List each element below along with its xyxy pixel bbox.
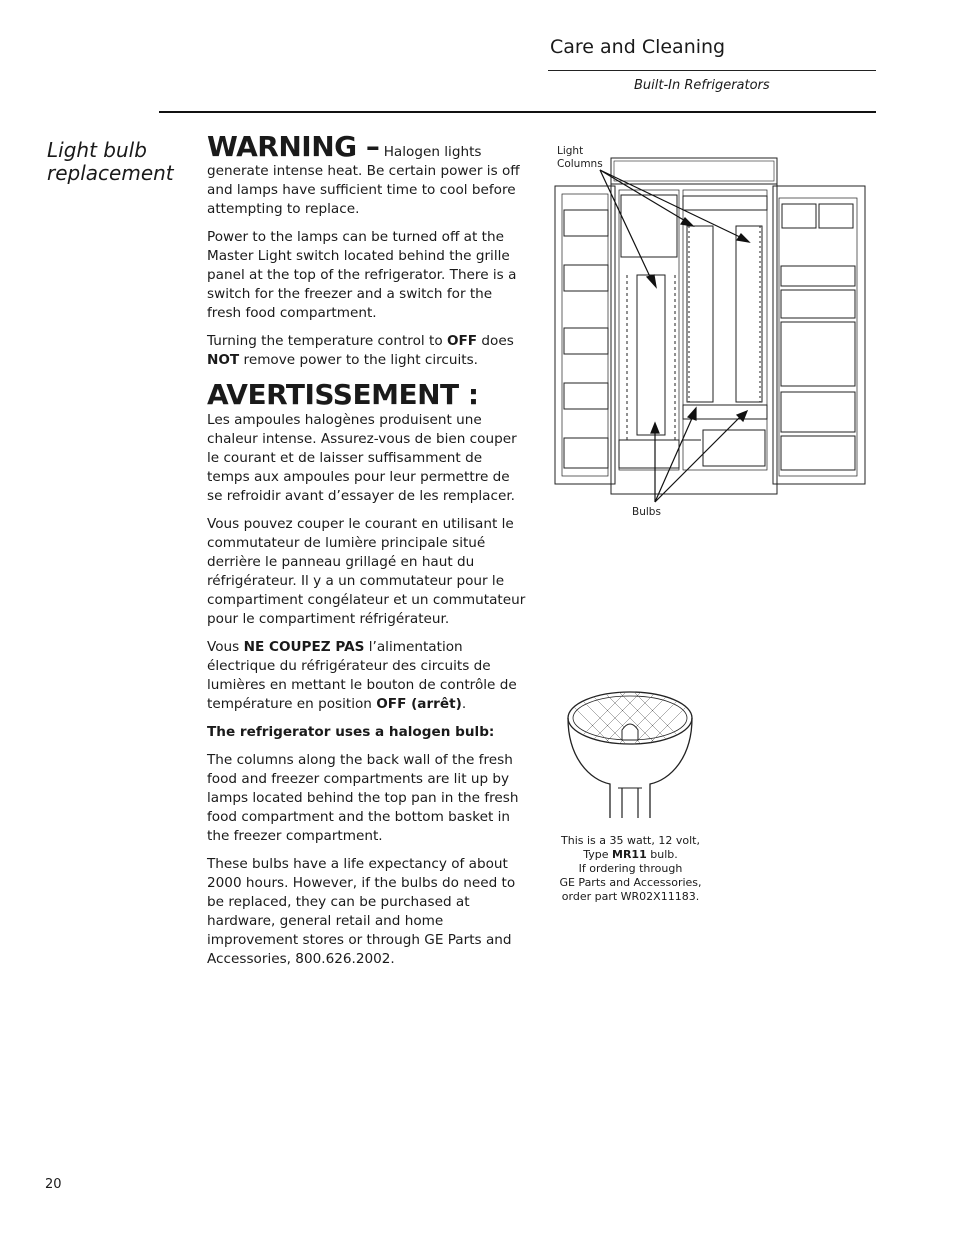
main-text-column bbox=[207, 130, 529, 978]
halogen-bulb-illustration bbox=[560, 688, 702, 820]
emphasis-not: NOT bbox=[207, 352, 240, 368]
halogen-heading-text: The refrigerator uses a halogen bulb: bbox=[207, 724, 495, 740]
fresh-light-column-left bbox=[687, 226, 713, 402]
light-label: Light bbox=[557, 145, 584, 157]
warning-lead: Halogen lights generate intense heat. Be certain power is off and lamps have sufficient time to cool before attempting to replace. bbox=[207, 144, 520, 217]
text-run: Turning the temperature control to bbox=[207, 333, 447, 349]
avertissement-paragraph-2: Vous pouvez couper le courant en utilisant le commutateur de lumière principale situé derrière le panneau grillagé en haut du réfrigérateur. Il y a un commutateur pour le compartiment congélateur et un commutateur pour le compartiment réfrigérateur. bbox=[207, 516, 526, 627]
warning-off-paragraph bbox=[207, 332, 529, 370]
warning-power-paragraph: Power to the lamps can be turned off at the Master Light switch located behind the grille panel at the top of the refrigerator. There is a switch for the freezer and a switch for the fresh food compartment. bbox=[207, 229, 517, 321]
fresh-food-door bbox=[773, 186, 865, 484]
columns-label: Columns bbox=[557, 158, 603, 170]
caption-line: order part WR02X11183. bbox=[561, 890, 700, 903]
text-run: remove power to the light circuits. bbox=[239, 352, 479, 368]
text-run: does bbox=[477, 333, 514, 349]
emphasis-off-arret: OFF (arrêt) bbox=[376, 696, 462, 712]
bulb-filament-capsule bbox=[622, 724, 638, 740]
grille-panel bbox=[611, 158, 777, 184]
section-title: Care and Cleaning bbox=[550, 36, 726, 58]
side-heading: Light bulb replacement bbox=[47, 138, 174, 185]
text-run: . bbox=[461, 696, 467, 712]
freezer-light-column bbox=[637, 275, 665, 435]
caption-line: If ordering through bbox=[578, 862, 683, 875]
bulbs-label: Bulbs bbox=[632, 506, 661, 518]
text-run: l’alimentation électrique du réfrigérateur des circuits de lumières en mettant le bouton de contrôle de température en position bbox=[207, 639, 517, 712]
header-rule bbox=[548, 70, 876, 71]
halogen-paragraph-2: These bulbs have a life expectancy of about 2000 hours. However, if the bulbs do need to be replaced, they can be purchased at hardware, general retail and home improvement stores or through GE Parts and Accessories, 800.626.2002. bbox=[207, 856, 516, 967]
emphasis-off: OFF bbox=[446, 333, 478, 349]
avertissement-heading: AVERTISSEMENT : bbox=[207, 378, 479, 411]
bulb-caption bbox=[548, 834, 713, 904]
refrigerator-diagram bbox=[553, 140, 873, 525]
avertissement-paragraph-3 bbox=[207, 638, 529, 714]
page-number: 20 bbox=[45, 1177, 62, 1192]
halogen-heading bbox=[207, 723, 529, 742]
text-run: Vous bbox=[207, 639, 244, 655]
emphasis-ne-coupez-pas: NE COUPEZ PAS bbox=[243, 639, 365, 655]
avertissement-paragraph-1: Les ampoules halogènes produisent une chaleur intense. Assurez-vous de bien couper le courant et de laisser suffisamment de temps aux ampoules pour leur permettre de se refroidir avant d’essayer de les remplacer. bbox=[207, 412, 517, 504]
caption-line: This is a 35 watt, 12 volt, bbox=[561, 834, 700, 847]
text-run: bulb. bbox=[646, 848, 678, 861]
cabinet bbox=[611, 184, 777, 494]
header-divider bbox=[159, 111, 876, 113]
bulb-type: MR11 bbox=[612, 848, 647, 861]
halogen-paragraph-1: The columns along the back wall of the fresh food and freezer compartments are lit up by lamps located behind the top pan in the fresh food compartment and the bottom basket in the freezer compartment. bbox=[207, 752, 519, 844]
caption-line: GE Parts and Accessories, bbox=[559, 876, 702, 889]
warning-paragraph bbox=[207, 130, 529, 219]
section-subtitle: Built-In Refrigerators bbox=[634, 78, 770, 93]
warning-heading: WARNING – bbox=[207, 130, 380, 163]
text-run: Type bbox=[583, 848, 613, 861]
caption-line bbox=[548, 848, 713, 862]
fresh-light-column-right bbox=[736, 226, 762, 402]
